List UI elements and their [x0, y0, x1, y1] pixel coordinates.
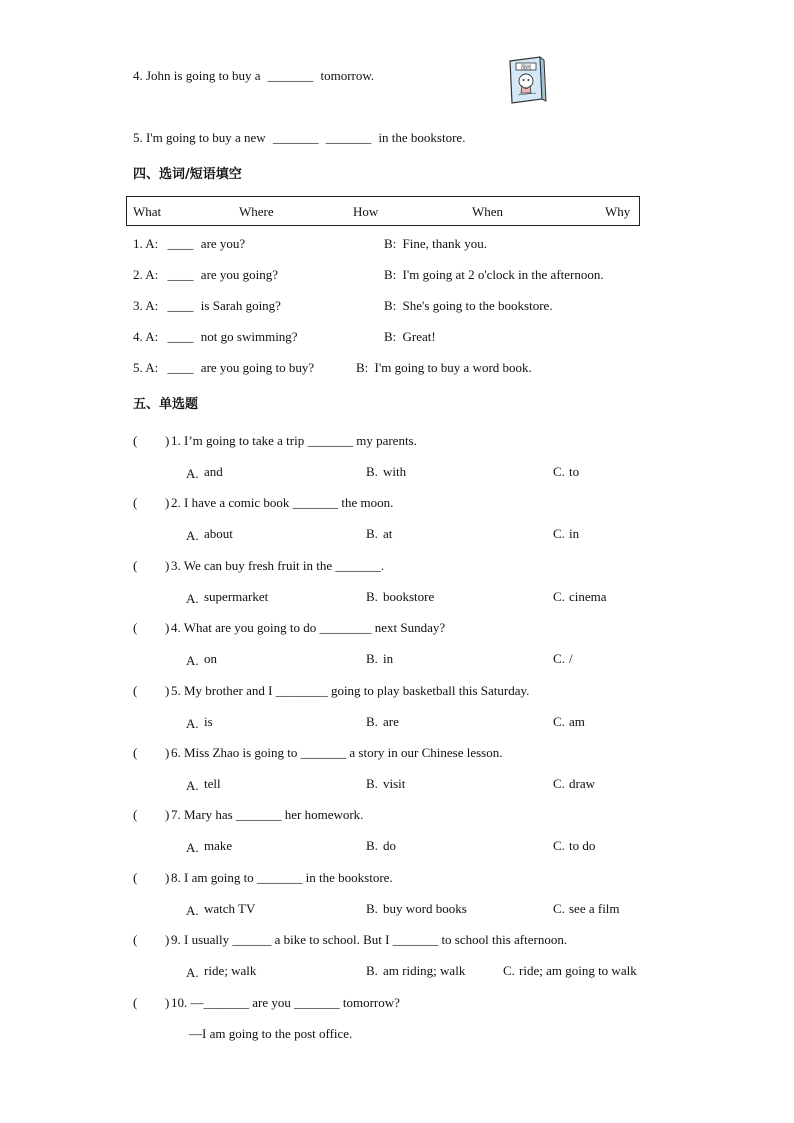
option-b-text: in	[383, 651, 394, 666]
dialogue-reply: B: I'm going at 2 o'clock in the afternoon.	[384, 267, 604, 282]
mcq-stem: 1. I’m going to take a trip _______ my parents.	[171, 433, 417, 448]
mcq-stem: 8. I am going to _______ in the bookstore.	[171, 870, 393, 885]
dialogue-item: 1. A: ____ are you?	[133, 236, 246, 251]
option-c-label: C.	[553, 838, 565, 853]
mcq-stem: 7. Mary has _______ her homework.	[171, 807, 364, 822]
option-c-text: draw	[569, 776, 595, 791]
option-b-label: B.	[366, 526, 378, 541]
word-bank-item: When	[472, 204, 504, 219]
option-b-text: am riding; walk	[383, 963, 466, 978]
dialogue-reply: B: Fine, thank you.	[384, 236, 488, 251]
section-4-heading: 四、选词/短语填空	[133, 167, 242, 182]
mcq-paren-close: )	[165, 870, 170, 885]
option-c-label: C.	[553, 901, 565, 916]
mcq-paren-close: )	[165, 745, 170, 760]
option-a-label: A.	[186, 778, 199, 793]
dialogue-item: 3. A: ____ is Sarah going?	[133, 298, 281, 313]
option-a-text: ride; walk	[204, 963, 257, 978]
option-b-text: with	[383, 464, 407, 479]
section-5-heading: 五、单选题	[133, 397, 199, 412]
comic-book-illustration	[506, 55, 548, 105]
option-c-label: C.	[553, 464, 565, 479]
mcq-stem: 2. I have a comic book _______ the moon.	[171, 495, 394, 510]
dialogue-item: 2. A: ____ are you going?	[133, 267, 279, 282]
option-a-text: about	[204, 526, 233, 541]
mcq-paren-open: (	[133, 433, 138, 448]
question-5: 5. I'm going to buy a new _______ _______ in the bookstore.	[133, 130, 466, 145]
mcq-paren-close: )	[165, 558, 170, 573]
option-b-text: at	[383, 526, 393, 541]
option-a-label: A.	[186, 965, 199, 980]
option-a-label: A.	[186, 466, 199, 481]
mcq-paren-open: (	[133, 683, 138, 698]
option-b-label: B.	[366, 651, 378, 666]
option-c-text: /	[569, 651, 573, 666]
option-b-label: B.	[366, 776, 378, 791]
option-b-label: B.	[366, 714, 378, 729]
dialogue-reply: B: Great!	[384, 329, 436, 344]
option-c-label: C.	[553, 714, 565, 729]
mcq-stem: 6. Miss Zhao is going to _______ a story in our Chinese lesson.	[171, 745, 503, 760]
option-c-text: am	[569, 714, 585, 729]
option-c-label: C.	[553, 526, 565, 541]
option-c-text: ride; am going to walk	[519, 963, 637, 978]
option-b-label: B.	[366, 963, 378, 978]
question-4: 4. John is going to buy a _______ tomorrow.	[133, 68, 375, 83]
dialogue-reply: B: I'm going to buy a word book.	[356, 360, 532, 375]
option-b-text: visit	[383, 776, 406, 791]
option-a-text: tell	[204, 776, 221, 791]
option-c-label: C.	[503, 963, 515, 978]
option-a-text: and	[204, 464, 223, 479]
word-bank-box	[126, 196, 640, 226]
mcq-paren-close: )	[165, 495, 170, 510]
option-b-text: bookstore	[383, 589, 435, 604]
option-b-label: B.	[366, 838, 378, 853]
mcq-answer-line: —I am going to the post office.	[189, 1026, 353, 1041]
mcq-paren-close: )	[165, 932, 170, 947]
option-b-text: do	[383, 838, 396, 853]
option-c-text: in	[569, 526, 580, 541]
option-c-label: C.	[553, 651, 565, 666]
mcq-paren-close: )	[165, 620, 170, 635]
option-a-label: A.	[186, 716, 199, 731]
mcq-stem: 9. I usually ______ a bike to school. But I _______ to school this afternoon.	[171, 932, 568, 947]
mcq-stem: 4. What are you going to do ________ next Sunday?	[171, 620, 446, 635]
option-c-label: C.	[553, 589, 565, 604]
word-bank-item: What	[133, 204, 162, 219]
option-b-text: buy word books	[383, 901, 467, 916]
mcq-paren-close: )	[165, 807, 170, 822]
word-bank-item: How	[353, 204, 379, 219]
option-c-text: cinema	[569, 589, 607, 604]
mcq-paren-close: )	[165, 995, 170, 1010]
dialogue-item: 4. A: ____ not go swimming?	[133, 329, 298, 344]
mcq-paren-open: (	[133, 932, 138, 947]
option-b-text: are	[383, 714, 399, 729]
word-bank-item: Why	[605, 204, 631, 219]
option-a-label: A.	[186, 528, 199, 543]
option-a-text: supermarket	[204, 589, 269, 604]
mcq-paren-open: (	[133, 620, 138, 635]
option-b-label: B.	[366, 589, 378, 604]
mcq-paren-open: (	[133, 495, 138, 510]
mcq-stem: 5. My brother and I ________ going to play basketball this Saturday.	[171, 683, 530, 698]
mcq-paren-open: (	[133, 995, 138, 1010]
option-a-label: A.	[186, 903, 199, 918]
mcq-paren-open: (	[133, 807, 138, 822]
mcq-paren-open: (	[133, 870, 138, 885]
word-bank-item: Where	[239, 204, 274, 219]
mcq-stem: 3. We can buy fresh fruit in the _______.	[171, 558, 385, 573]
option-b-label: B.	[366, 464, 378, 479]
mcq-paren-close: )	[165, 683, 170, 698]
option-a-label: A.	[186, 653, 199, 668]
option-c-text: to	[569, 464, 580, 479]
mcq-paren-open: (	[133, 745, 138, 760]
option-c-text: to do	[569, 838, 596, 853]
dialogue-reply: B: She's going to the bookstore.	[384, 298, 553, 313]
dialogue-item: 5. A: ____ are you going to buy?	[133, 360, 315, 375]
option-c-text: see a film	[569, 901, 620, 916]
option-c-label: C.	[553, 776, 565, 791]
option-a-label: A.	[186, 591, 199, 606]
option-a-label: A.	[186, 840, 199, 855]
option-a-text: on	[204, 651, 217, 666]
comic-book-cover-text: 漫画	[520, 65, 532, 71]
option-a-text: is	[204, 714, 213, 729]
mcq-paren-close: )	[165, 433, 170, 448]
option-a-text: make	[204, 838, 233, 853]
mcq-paren-open: (	[133, 558, 138, 573]
mcq-stem: 10. —_______ are you _______ tomorrow?	[171, 995, 400, 1010]
option-a-text: watch TV	[204, 901, 256, 916]
option-b-label: B.	[366, 901, 378, 916]
